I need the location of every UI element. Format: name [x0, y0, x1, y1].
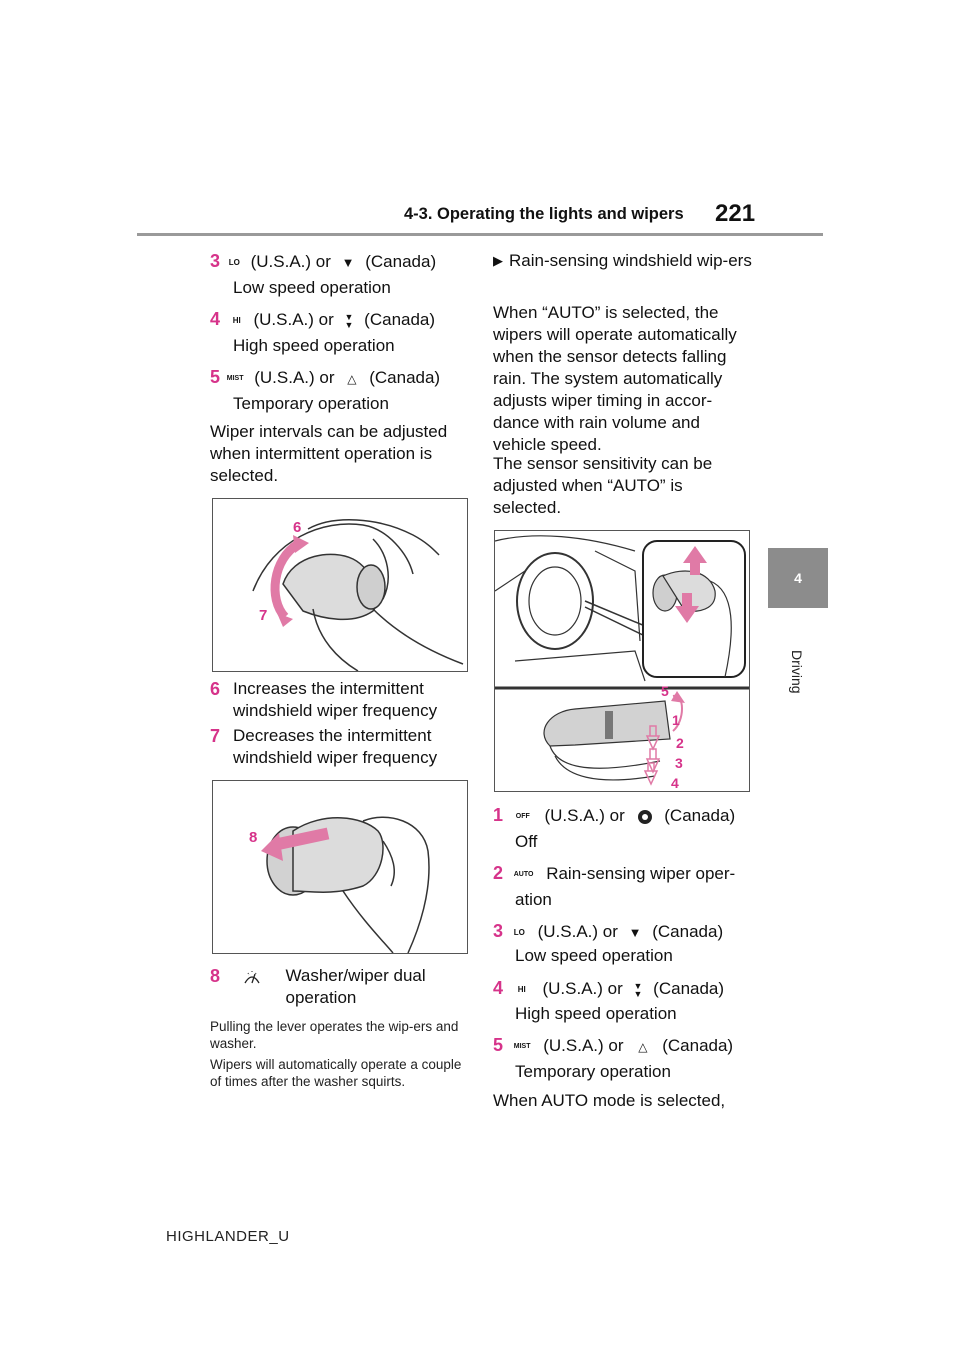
- triangle-down-icon: ▼: [628, 925, 642, 940]
- callout-label: 1: [672, 712, 680, 728]
- callout-label: 3: [675, 755, 683, 771]
- item-number: 1: [493, 805, 504, 825]
- callout-label: 2: [676, 735, 684, 751]
- item-number: 2: [493, 863, 504, 883]
- off-circle-icon: [638, 810, 652, 824]
- footer-model: HIGHLANDER_U: [166, 1228, 290, 1245]
- canada-text: (Canada): [369, 368, 441, 387]
- section-title: 4-3. Operating the lights and wipers: [404, 205, 684, 223]
- item-description: Low speed operation: [515, 946, 673, 965]
- item-text: Washer/wiper dual operation: [285, 966, 426, 1007]
- item-number: 3: [493, 921, 504, 941]
- usa-text: (U.S.A.) or: [537, 922, 618, 941]
- list-item: [210, 725, 470, 769]
- usa-text: Rain-sensing wiper oper-: [546, 864, 736, 883]
- canada-text: (Canada): [662, 1036, 734, 1055]
- page-number: 221: [715, 200, 756, 227]
- item-number: 8: [210, 966, 221, 986]
- item-number: 3: [210, 251, 221, 271]
- callout-label: 8: [249, 829, 258, 846]
- washer-lever-figure: [212, 780, 468, 954]
- canada-text: (Canada): [652, 922, 724, 941]
- subsection-heading: ▶ Rain-sensing windshield wip-ers: [493, 251, 752, 270]
- dashboard-illustration: [495, 531, 749, 791]
- item-number: 4: [493, 978, 504, 998]
- canada-text: (Canada): [365, 252, 437, 271]
- auto-icon: AUTO: [513, 870, 534, 878]
- triangle-up-outline-icon: △: [347, 372, 357, 386]
- item-description: High speed operation: [233, 336, 395, 355]
- washer-lever-illustration: [213, 781, 467, 953]
- list-item: [493, 920, 763, 944]
- off-icon: OFF: [515, 812, 530, 820]
- usa-text: (U.S.A.) or: [544, 806, 625, 825]
- usa-text: (U.S.A.) or: [253, 310, 334, 329]
- callout-label: 6: [293, 519, 302, 536]
- item-number: 5: [493, 1035, 504, 1055]
- list-item: [210, 250, 480, 274]
- item-description: Low speed operation: [233, 278, 391, 297]
- item-description: High speed operation: [515, 1004, 677, 1023]
- list-item: [493, 862, 763, 886]
- item-description: Off: [515, 832, 538, 851]
- chapter-label: Driving: [789, 650, 805, 694]
- double-triangle-down-icon: ▼ ▼: [633, 980, 643, 999]
- callout-label: 4: [671, 775, 679, 791]
- continuation-text: When AUTO mode is selected,: [493, 1091, 726, 1110]
- lo-icon: LO: [228, 257, 240, 267]
- hi-icon: HI: [517, 984, 526, 994]
- list-item: [210, 678, 470, 722]
- item-description: Temporary operation: [233, 394, 389, 413]
- double-triangle-down-icon: ▼ ▼: [344, 311, 354, 330]
- item-number: 4: [210, 309, 221, 329]
- item-text: Increases the intermittent windshield wiper frequency: [233, 679, 438, 720]
- lo-icon: LO: [513, 927, 525, 937]
- interval-paragraph: Wiper intervals can be adjusted when intermittent operation is selected.: [210, 422, 448, 485]
- item-number: 7: [210, 726, 221, 746]
- canada-text: (Canada): [653, 979, 725, 998]
- list-item: [210, 366, 480, 390]
- list-item: [493, 1034, 763, 1058]
- auto-paragraph: When “AUTO” is selected, the wipers will operate automatically when the sensor detects falling rain. The system automatically adjusts wiper timing in accor-dance with rain volume and vehicle speed.: [493, 303, 737, 454]
- item-number: 6: [210, 679, 221, 699]
- note-text: Wipers will automatically operate a couple of times after the washer squirts.: [210, 1057, 462, 1089]
- callout-label: 5: [661, 683, 669, 699]
- triangle-up-outline-icon: △: [638, 1040, 648, 1054]
- item-text: Decreases the intermittent windshield wiper frequency: [233, 726, 438, 767]
- rain-sensing-figure: [494, 530, 750, 792]
- canada-text: (Canada): [364, 310, 436, 329]
- item-description: Temporary operation: [515, 1062, 671, 1081]
- usa-text: (U.S.A.) or: [250, 252, 331, 271]
- triangle-down-icon: ▼: [341, 255, 355, 270]
- item-number: 5: [210, 367, 221, 387]
- note-text: Pulling the lever operates the wip-ers and washer.: [210, 1019, 459, 1051]
- chapter-tab: [768, 548, 828, 608]
- mist-icon: MIST: [226, 374, 244, 382]
- wiper-lever-figure: [212, 498, 468, 672]
- usa-text: (U.S.A.) or: [254, 368, 335, 387]
- wiper-lever-illustration: [213, 499, 467, 671]
- callout-label: 7: [259, 607, 268, 624]
- list-item: [210, 965, 470, 1009]
- washer-icon: [243, 969, 261, 987]
- triangle-right-icon: ▶: [493, 253, 503, 268]
- list-item: [210, 308, 480, 332]
- mist-icon: MIST: [513, 1042, 531, 1050]
- list-item: [493, 804, 763, 828]
- header-divider: [137, 233, 823, 236]
- list-item: [493, 977, 763, 1001]
- canada-text: (Canada): [664, 806, 736, 825]
- usa-text: (U.S.A.) or: [543, 1036, 624, 1055]
- item-description: ation: [515, 890, 552, 909]
- hi-icon: HI: [232, 315, 241, 325]
- chapter-number: 4: [794, 570, 802, 586]
- usa-text: (U.S.A.) or: [542, 979, 623, 998]
- sensitivity-paragraph: The sensor sensitivity can be adjusted when “AUTO” is selected.: [493, 454, 713, 517]
